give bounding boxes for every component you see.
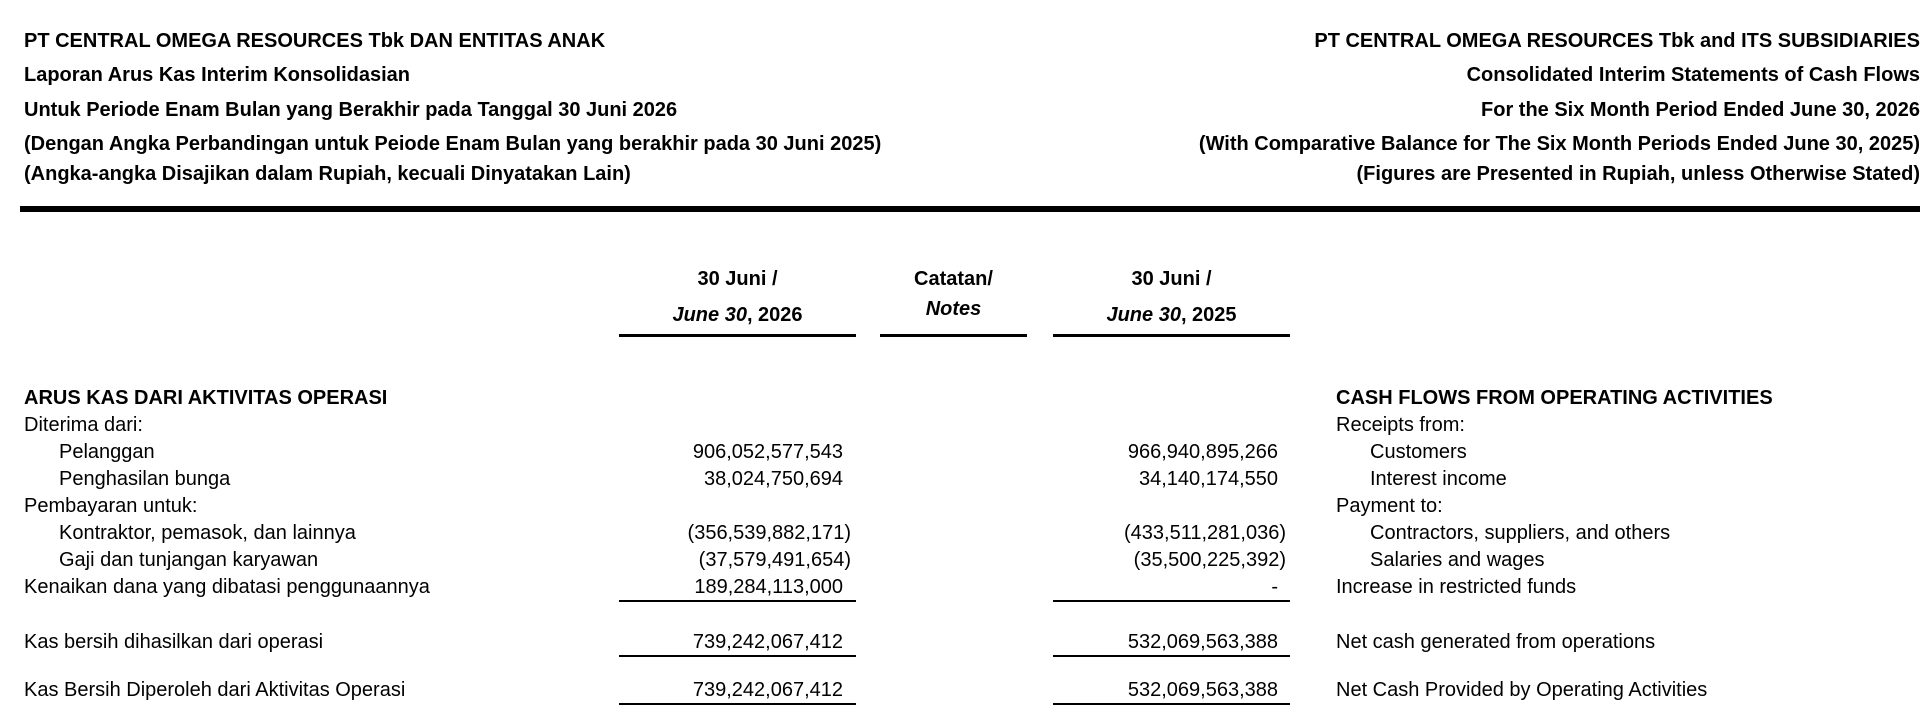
comparative-note-id: (Dengan Angka Perbandingan untuk Peiode Enam Bulan yang berakhir pada 30 Juni 2025) [24, 133, 882, 155]
payments-label-en: Payment to: [1336, 495, 1443, 517]
header-divider [20, 206, 1920, 212]
comparative-note-en: (With Comparative Balance for The Six Month Periods Ended June 30, 2025) [1198, 133, 1920, 155]
interest-prior: 34,140,174,550 [1138, 468, 1278, 490]
statement-title-en: Consolidated Interim Statements of Cash Flows [1466, 64, 1920, 86]
customers-current: 906,052,577,543 [692, 441, 843, 463]
column-prior-line1: 30 Juni / [1131, 268, 1212, 290]
column-notes-underline [880, 334, 1027, 337]
company-name-id: PT CENTRAL OMEGA RESOURCES Tbk DAN ENTITAS ANAK [24, 30, 606, 52]
salaries-prior: (35,500,225,392) [1133, 549, 1286, 571]
column-header-prior [1053, 266, 1290, 328]
contractors-prior: (433,511,281,036) [1124, 522, 1286, 544]
column-notes-line2: Notes [925, 298, 982, 320]
net-operations-label-id: Kas bersih dihasilkan dari operasi [24, 631, 324, 653]
net-operating-current: 739,242,067,412 [692, 679, 843, 701]
net-operating-prior: 532,069,563,388 [1127, 679, 1278, 701]
restricted-current: 189,284,113,000 [694, 576, 843, 598]
receipts-label-en: Receipts from: [1336, 414, 1465, 436]
net-operations-current: 739,242,067,412 [692, 631, 843, 653]
column-prior-line2 [1053, 302, 1290, 328]
subtotal-line-prior [1053, 600, 1290, 602]
total-line-current [619, 655, 856, 657]
column-notes-line1: Catatan/ [914, 268, 993, 290]
column-current-line1: 30 Juni / [697, 268, 778, 290]
column-prior-date-italic: June 30 [1106, 304, 1181, 326]
final-line-prior [1053, 703, 1290, 705]
contractors-label-en: Contractors, suppliers, and others [1370, 522, 1671, 544]
company-name-en: PT CENTRAL OMEGA RESOURCES Tbk and ITS SUBSIDIARIES [1314, 30, 1920, 52]
column-current-year: , 2026 [746, 304, 803, 326]
column-header-notes [880, 266, 1027, 322]
interest-label-id: Penghasilan bunga [59, 468, 231, 490]
column-current-underline [619, 334, 856, 337]
payments-label-id: Pembayaran untuk: [24, 495, 198, 517]
net-operations-label-en: Net cash generated from operations [1336, 631, 1656, 653]
salaries-label-en: Salaries and wages [1370, 549, 1545, 571]
column-prior-underline [1053, 334, 1290, 337]
section-heading-id: ARUS KAS DARI AKTIVITAS OPERASI [24, 387, 388, 409]
customers-label-en: Customers [1370, 441, 1467, 463]
total-line-prior [1053, 655, 1290, 657]
subtotal-line-current [619, 600, 856, 602]
column-current-line2 [620, 302, 855, 328]
net-operating-label-id: Kas Bersih Diperoleh dari Aktivitas Operasi [24, 679, 406, 701]
restricted-prior: - [1271, 576, 1278, 598]
statement-title-id: Laporan Arus Kas Interim Konsolidasian [24, 64, 411, 86]
restricted-label-id: Kenaikan dana yang dibatasi penggunaannya [24, 576, 430, 598]
receipts-label-id: Diterima dari: [24, 414, 143, 436]
period-id: Untuk Periode Enam Bulan yang Berakhir pada Tanggal 30 Juni 2026 [24, 99, 678, 121]
column-current-date-italic: June 30 [672, 304, 747, 326]
restricted-label-en: Increase in restricted funds [1336, 576, 1577, 598]
contractors-label-id: Kontraktor, pemasok, dan lainnya [59, 522, 356, 544]
customers-label-id: Pelanggan [59, 441, 155, 463]
salaries-current: (37,579,491,654) [698, 549, 851, 571]
interest-label-en: Interest income [1370, 468, 1507, 490]
net-operating-label-en: Net Cash Provided by Operating Activities [1336, 679, 1708, 701]
currency-note-en: (Figures are Presented in Rupiah, unless Otherwise Stated) [1356, 163, 1920, 185]
final-line-current [619, 703, 856, 705]
currency-note-id: (Angka-angka Disajikan dalam Rupiah, kecuali Dinyatakan Lain) [24, 163, 631, 185]
section-heading-en: CASH FLOWS FROM OPERATING ACTIVITIES [1336, 387, 1773, 409]
column-prior-year: , 2025 [1180, 304, 1237, 326]
column-header-current [620, 266, 855, 328]
net-operations-prior: 532,069,563,388 [1127, 631, 1278, 653]
contractors-current: (356,539,882,171) [687, 522, 851, 544]
customers-prior: 966,940,895,266 [1127, 441, 1278, 463]
period-en: For the Six Month Period Ended June 30, 2026 [1481, 99, 1920, 121]
salaries-label-id: Gaji dan tunjangan karyawan [59, 549, 319, 571]
interest-current: 38,024,750,694 [703, 468, 843, 490]
